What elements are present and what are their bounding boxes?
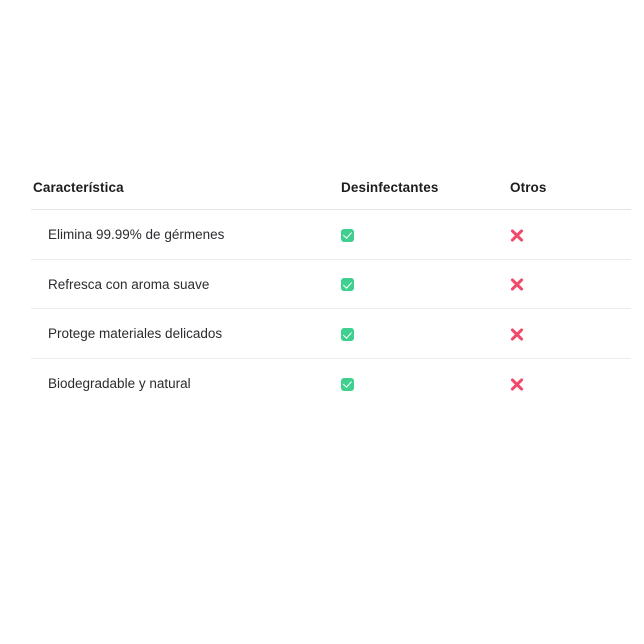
table-header-row bbox=[31, 180, 631, 210]
check-icon bbox=[341, 278, 354, 291]
comparison-table-container bbox=[31, 180, 631, 407]
comparison-table bbox=[31, 180, 631, 407]
cross-icon bbox=[509, 227, 525, 243]
otros-cell bbox=[507, 309, 631, 359]
table-header bbox=[31, 180, 631, 210]
table-row bbox=[31, 210, 631, 260]
feature-label: Protege materiales delicados bbox=[31, 309, 337, 359]
desinfectantes-cell bbox=[337, 259, 507, 309]
table-row bbox=[31, 309, 631, 359]
cross-icon bbox=[509, 277, 525, 293]
check-icon bbox=[341, 378, 354, 391]
check-icon bbox=[341, 328, 354, 341]
otros-cell bbox=[507, 358, 631, 407]
otros-cell bbox=[507, 210, 631, 260]
table-body bbox=[31, 210, 631, 408]
column-header-feature: Característica bbox=[33, 180, 124, 195]
check-icon bbox=[341, 229, 354, 242]
column-header-otros: Otros bbox=[510, 180, 547, 195]
desinfectantes-cell bbox=[337, 309, 507, 359]
table-row bbox=[31, 358, 631, 407]
feature-label: Elimina 99.99% de gérmenes bbox=[31, 210, 337, 260]
column-header-desinfectantes: Desinfectantes bbox=[341, 180, 439, 195]
desinfectantes-cell bbox=[337, 210, 507, 260]
feature-label: Biodegradable y natural bbox=[48, 375, 191, 391]
cross-icon bbox=[509, 376, 525, 392]
feature-label: Refresca con aroma suave bbox=[31, 259, 337, 309]
otros-cell bbox=[507, 259, 631, 309]
cross-icon bbox=[509, 327, 525, 343]
table-row bbox=[31, 259, 631, 309]
desinfectantes-cell bbox=[337, 358, 507, 407]
